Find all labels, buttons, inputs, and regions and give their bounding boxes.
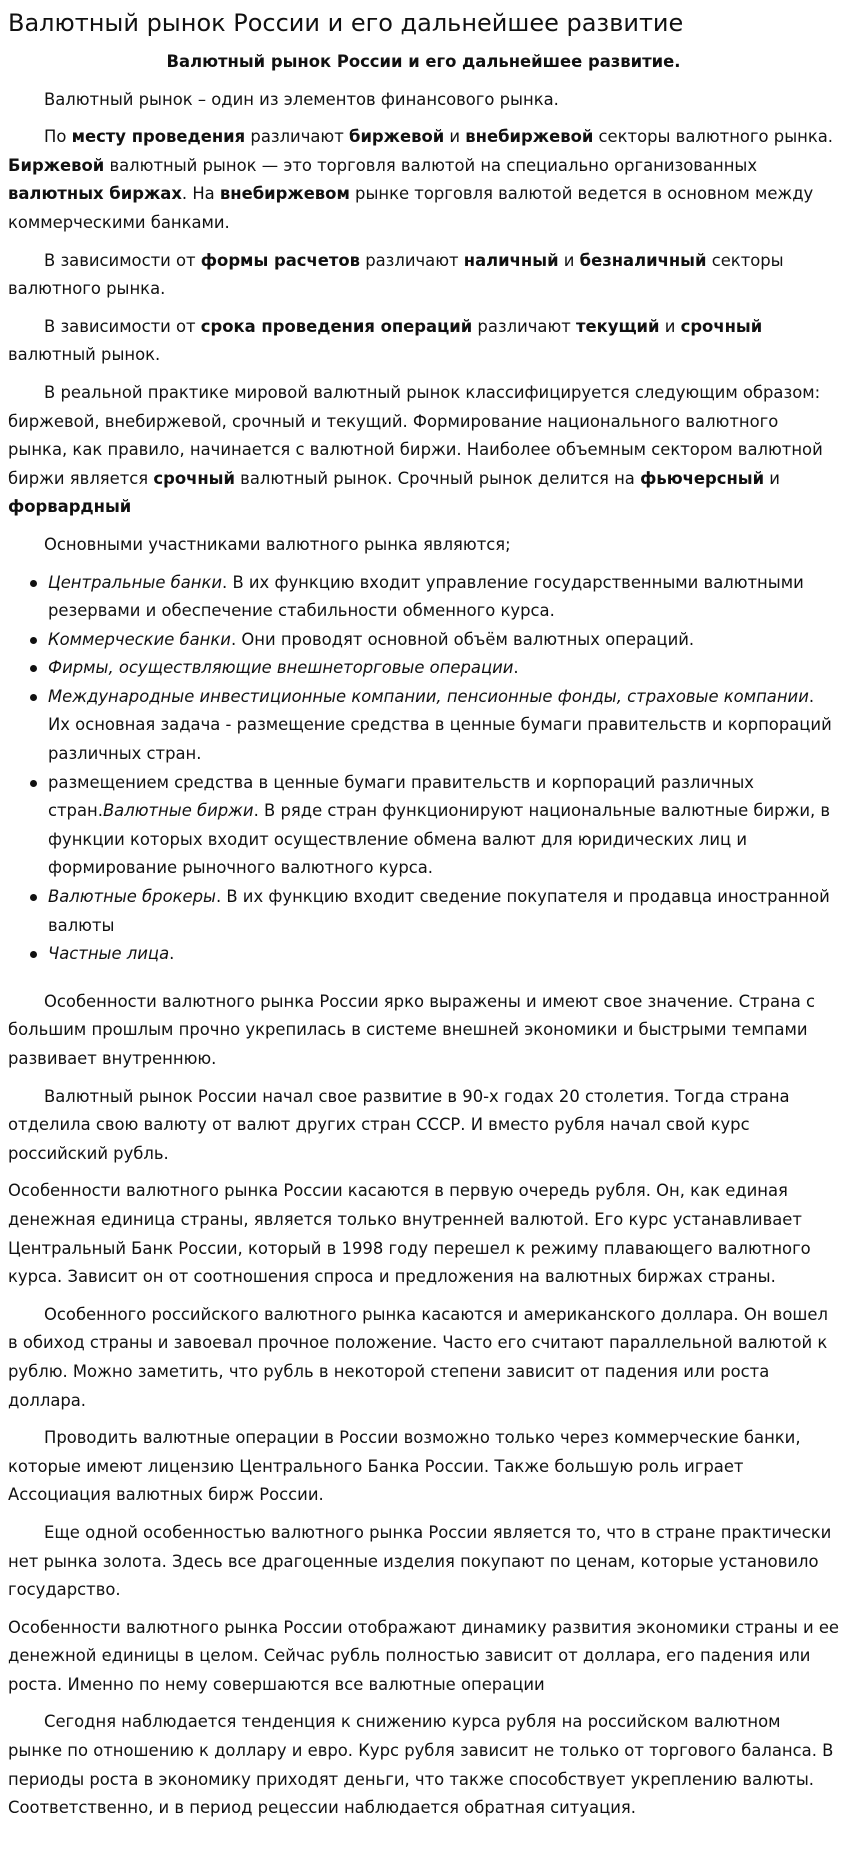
bullet-icon — [30, 694, 37, 701]
list-item: Валютные брокеры. В их функцию входит сведение покупателя и продавца иностранной валюты — [48, 883, 839, 940]
list-item: размещением средства в ценные бумаги правительств и корпораций различных стран.Валютные биржи. В ряде стран функционируют национальные валютные биржи, в функции которых входит осуществление обмена валют для юридических лиц и формирование рыночного валютного курса. — [48, 769, 839, 883]
list-item: Центральные банки. В их функцию входит управление государственными валютными резервами и обеспечение стабильности обменного курса. — [48, 569, 839, 626]
paragraph-intro: Валютный рынок – один из элементов финансового рынка. — [44, 89, 559, 109]
paragraph-classification: В реальной практике мировой валютный рынок классифицируется следующим образом: биржевой, внебиржевой, срочный и текущий. Формирование национального валютного рынка, как правило, начинается с валютной биржи. Наиболее объемным сектором валютной биржи является срочный валютный рынок. Срочный рынок делится на фьючерсный и форвардный — [8, 382, 823, 517]
bullet-icon — [30, 665, 37, 672]
paragraph-ruble: Особенности валютного рынка России касаются в первую очередь рубля. Он, как единая денежная единица страны, является только внутренней валютой. Его курс устанавливает Центральный Банк России, который в 1998 году перешел к режиму плавающего валютного курса. Зависит он от соотношения спроса и предложения на валютных биржах страны. — [8, 1181, 811, 1287]
paragraph-dynamics: Особенности валютного рынка России отображают динамику развития экономики страны и ее денежной единицы в целом. Сейчас рубль полностью зависит от доллара, его падения или роста. Именно по нему совершаются все валютные операции — [8, 1617, 840, 1694]
paragraph-history: Валютный рынок России начал свое развитие в 90-х годах 20 столетия. Тогда страна отделила свою валюту от валют других стран СССР. И вместо рубля начал свой курс российский рубль. — [8, 1086, 790, 1163]
bullet-icon — [30, 894, 37, 901]
paragraph-settlement: В зависимости от формы расчетов различают наличный и безналичный секторы валютного рынка. — [8, 250, 784, 299]
article — [0, 6, 847, 1823]
paragraph-banks: Проводить валютные операции в России возможно только через коммерческие банки, которые имеют лицензию Центрального Банка России. Также большую роль играет Ассоциация валютных бирж России. — [8, 1428, 801, 1505]
list-item: Коммерческие банки. Они проводят основной объём валютных операций. — [48, 626, 839, 655]
paragraph-participants-intro: Основными участниками валютного рынка являются; — [44, 534, 511, 554]
list-item: Частные лица. — [48, 940, 839, 969]
page-title: Валютный рынок России и его дальнейшее развитие — [8, 9, 684, 37]
list-item: Международные инвестиционные компании, пенсионные фонды, страховые компании. Их основная задача - размещение средства в ценные бумаги правительств и корпораций различных стран. — [48, 683, 839, 769]
bullet-icon — [30, 637, 37, 644]
participants-list — [8, 569, 839, 969]
list-item: Фирмы, осуществляющие внешнеторговые операции. — [48, 654, 839, 683]
paragraph-features: Особенности валютного рынка России ярко выражены и имеют свое значение. Страна с большим прошлым прочно укрепилась в системе внешней экономики и быстрыми темпами развивает внутреннюю. — [8, 991, 816, 1068]
bullet-icon — [30, 580, 37, 587]
paragraph-place: По месту проведения различают биржевой и внебиржевой секторы валютного рынка. Биржевой валютный рынок — это торговля валютой на специально организованных валютных биржах. На внебиржевом рынке торговля валютой ведется в основном между коммерческими банками. — [8, 127, 834, 232]
paragraph-gold: Еще одной особенностью валютного рынка России является то, что в стране практически нет рынка золота. Здесь все драгоценные изделия покупают по ценам, которые установило государство. — [8, 1522, 832, 1600]
article-subtitle: Валютный рынок России и его дальнейшее развитие. — [166, 52, 681, 71]
paragraph-trend: Сегодня наблюдается тенденция к снижению курса рубля на российском валютном рынке по отношению к доллару и евро. Курс рубля зависит не только от торгового баланса. В периоды роста в экономику приходят деньги, что также способствует укреплению валюты. Соответственно, и в период рецессии наблюдается обратная ситуация. — [8, 1712, 834, 1818]
bullet-icon — [30, 951, 37, 958]
bullet-icon — [30, 780, 37, 787]
paragraph-dollar: Особенного российского валютного рынка касаются и американского доллара. Он вошел в обиход страны и завоевал прочное положение. Часто его считают параллельной валютой к рублю. Можно заметить, что рубль в некоторой степени зависит от падения или роста доллара. — [8, 1304, 828, 1410]
paragraph-term: В зависимости от срока проведения операций различают текущий и срочный валютный рынок. — [8, 316, 763, 365]
